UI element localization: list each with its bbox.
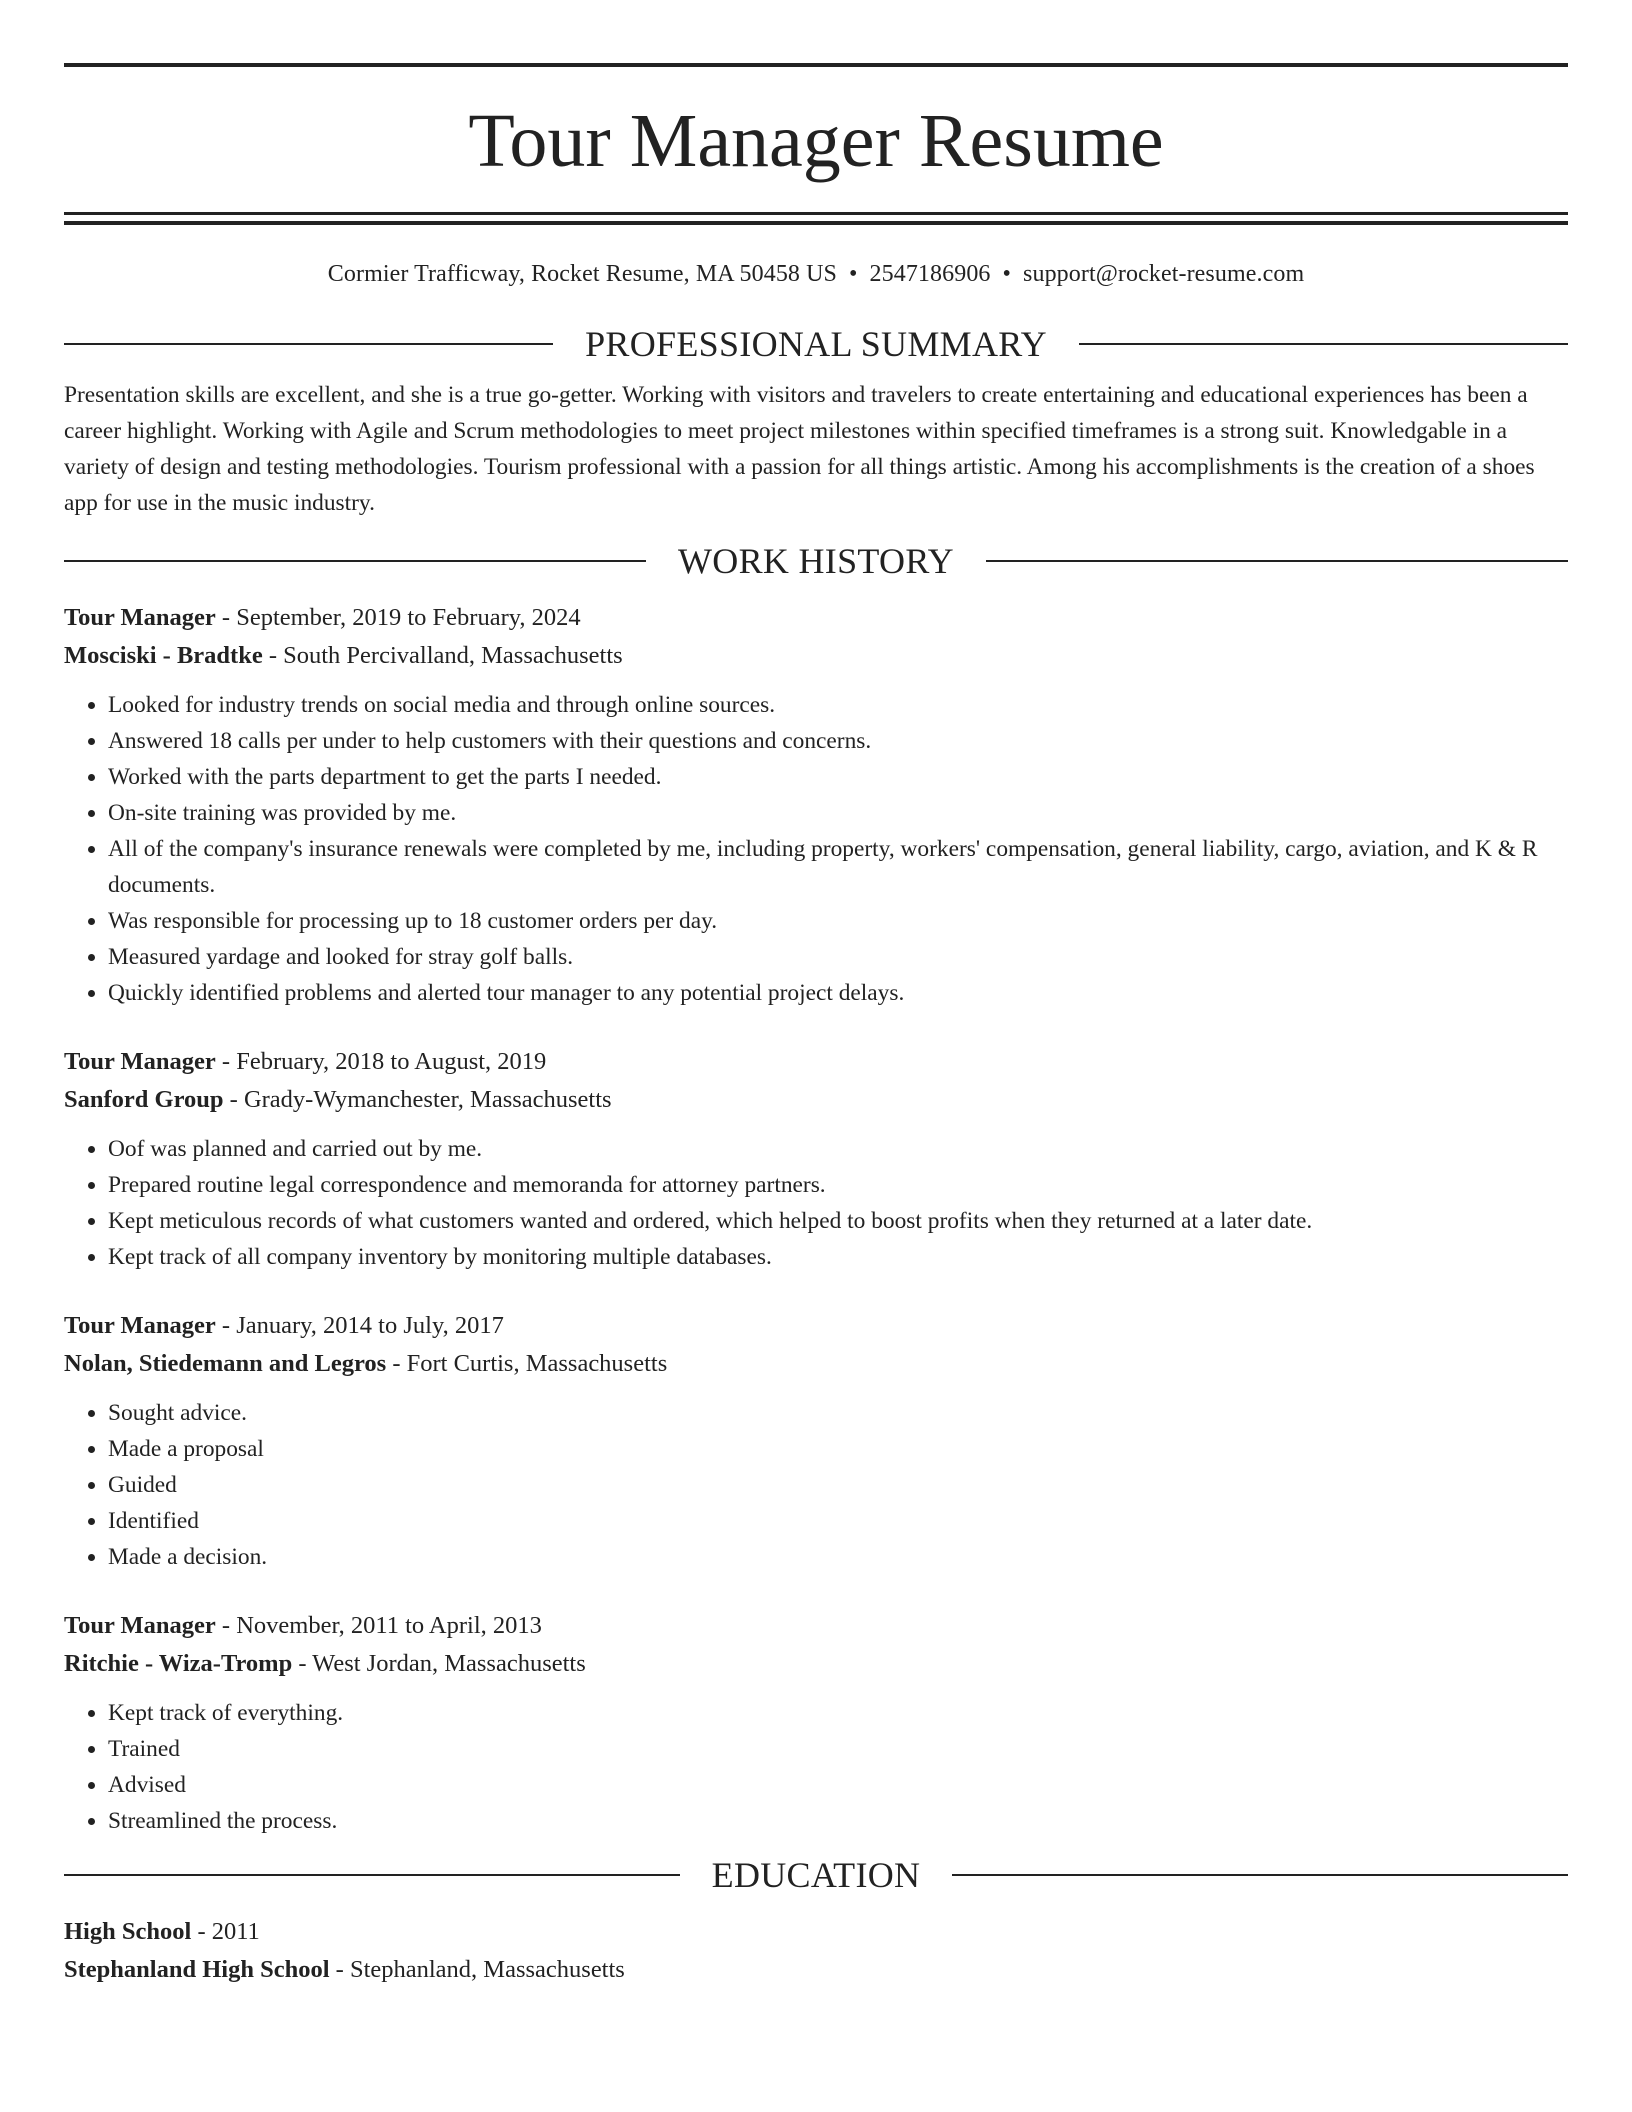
section-title: EDUCATION: [711, 1855, 921, 1895]
job-location: - South Percivalland, Massachusetts: [262, 642, 623, 669]
list-item: • Made a decision.: [108, 1539, 1568, 1575]
job-company-line: [64, 1081, 1568, 1119]
list-item: • Quickly identified problems and alerted tour manager to any potential project delays.: [108, 975, 1568, 1011]
education-school-line: [64, 1951, 1568, 1989]
work-section-heading: [64, 539, 1568, 583]
job-company: Ritchie - Wiza-Tromp: [64, 1650, 293, 1677]
education-school: Stephanland High School: [64, 1956, 330, 1983]
job-bullets: [64, 1131, 1568, 1275]
job-dates: - September, 2019 to February, 2024: [215, 604, 581, 631]
job-dates: - February, 2018 to August, 2019: [215, 1048, 547, 1075]
title-double-rule: [64, 212, 1568, 225]
list-item: • Guided: [108, 1467, 1568, 1503]
section-title: PROFESSIONAL SUMMARY: [585, 324, 1047, 364]
job-dates: - November, 2011 to April, 2013: [215, 1612, 542, 1639]
list-item: • Answered 18 calls per under to help customers with their questions and concerns.: [108, 723, 1568, 759]
job-title-line: [64, 1307, 1568, 1345]
contact-phone: 2547186906: [869, 261, 991, 287]
list-item: • Advised: [108, 1767, 1568, 1803]
job-company-line: [64, 1345, 1568, 1383]
list-item: • Streamlined the process.: [108, 1803, 1568, 1839]
summary-section-heading: [64, 322, 1568, 366]
job-company: Nolan, Stiedemann and Legros: [64, 1350, 387, 1377]
job-bullets: [64, 1395, 1568, 1575]
section-title: WORK HISTORY: [678, 541, 954, 581]
heading-rule-left: [64, 1874, 680, 1876]
contact-separator: •: [849, 261, 858, 287]
list-item: • Oof was planned and carried out by me.: [108, 1131, 1568, 1167]
contact-address: Cormier Trafficway, Rocket Resume, MA 50458 US: [327, 261, 837, 287]
job-company: Mosciski - Bradtke: [64, 642, 263, 669]
job-title: Tour Manager: [64, 1048, 216, 1075]
summary-paragraph: Presentation skills are excellent, and she is a true go-getter. Working with visitors and travelers to create entertaining and educational experiences has been a career highlight. Working with Agile and Scrum methodologies to meet project milestones within specified timeframes is a strong suit. Knowledgable in a variety of design and testing methodologies. Tourism professional with a passion for all things artistic. Among his accomplishments is the creation of a shoes app for use in the music industry.: [64, 382, 1535, 516]
job-title: Tour Manager: [64, 1312, 216, 1339]
list-item: • Worked with the parts department to get the parts I needed.: [108, 759, 1568, 795]
heading-rule-left: [64, 560, 646, 562]
job-company-line: [64, 1645, 1568, 1683]
heading-rule-left: [64, 343, 553, 345]
job-title: Tour Manager: [64, 604, 216, 631]
contact-separator: •: [1002, 261, 1012, 287]
job-title-line: [64, 1043, 1568, 1081]
job-entry: [64, 599, 1568, 1011]
job-title: Tour Manager: [64, 1612, 216, 1639]
list-item: • Trained: [108, 1731, 1568, 1767]
list-item: • Kept track of everything.: [108, 1695, 1568, 1731]
list-item: • Kept track of all company inventory by monitoring multiple databases.: [108, 1239, 1568, 1275]
heading-rule-right: [986, 560, 1568, 562]
list-item: • Was responsible for processing up to 18 customer orders per day.: [108, 903, 1568, 939]
list-item: • Looked for industry trends on social media and through online sources.: [108, 687, 1568, 723]
education-year: - 2011: [191, 1918, 260, 1945]
education-section-heading: [64, 1853, 1568, 1897]
list-item: • Sought advice.: [108, 1395, 1568, 1431]
job-dates: - January, 2014 to July, 2017: [215, 1312, 504, 1339]
heading-rule-right: [1079, 343, 1568, 345]
list-item: • Made a proposal: [108, 1431, 1568, 1467]
job-bullets: [64, 1695, 1568, 1839]
list-item: • On-site training was provided by me.: [108, 795, 1568, 831]
job-bullets: [64, 687, 1568, 1011]
heading-rule-right: [952, 1874, 1568, 1876]
education-degree: High School: [64, 1918, 192, 1945]
contact-line: [64, 258, 1568, 290]
job-company: Sanford Group: [64, 1086, 224, 1113]
list-item: • Prepared routine legal correspondence and memoranda for attorney partners.: [108, 1167, 1568, 1203]
list-item: • All of the company's insurance renewals were completed by me, including property, workers' compensation, general liability, cargo, aviation, and K & R documents.: [108, 831, 1568, 903]
list-item: • Kept meticulous records of what customers wanted and ordered, which helped to boost profits when they returned at a later date.: [108, 1203, 1568, 1239]
education-entry: [64, 1913, 1568, 1989]
job-title-line: [64, 1607, 1568, 1645]
education-degree-line: [64, 1913, 1568, 1951]
job-entry: [64, 1307, 1568, 1575]
top-rule: [64, 63, 1568, 67]
education-location: - Stephanland, Massachusetts: [329, 1956, 625, 1983]
job-company-line: [64, 637, 1568, 675]
list-item: • Measured yardage and looked for stray golf balls.: [108, 939, 1568, 975]
job-location: - West Jordan, Massachusetts: [292, 1650, 586, 1677]
list-item: • Identified: [108, 1503, 1568, 1539]
job-location: - Fort Curtis, Massachusetts: [386, 1350, 668, 1377]
job-entry: [64, 1043, 1568, 1275]
job-title-line: [64, 599, 1568, 637]
page-title: Tour Manager Resume: [468, 99, 1164, 183]
job-entry: [64, 1607, 1568, 1839]
job-location: - Grady-Wymanchester, Massachusetts: [223, 1086, 612, 1113]
contact-email: support@rocket-resume.com: [1023, 261, 1305, 287]
